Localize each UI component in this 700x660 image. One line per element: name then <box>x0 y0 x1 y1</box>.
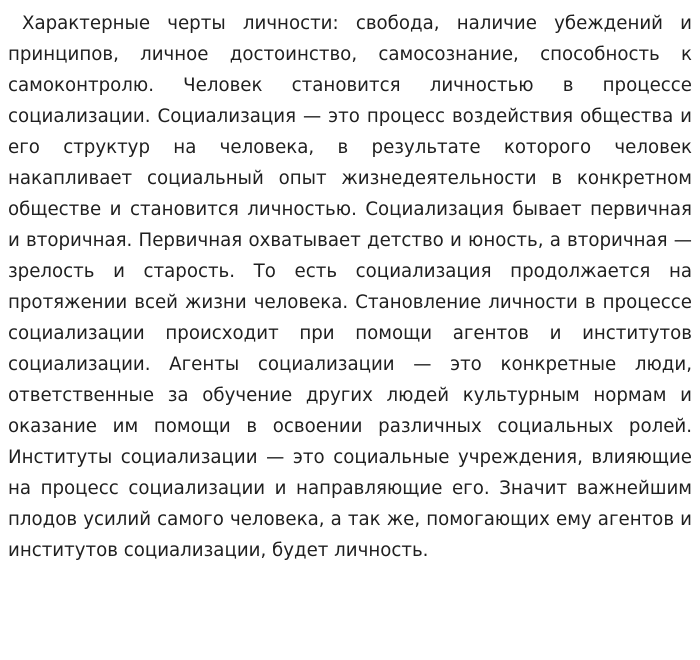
body-paragraph: Характерные черты личности: свобода, наличие убеждений и принципов, личное достоинство, самосознание, способность к самоконтролю. Человек становится личностью в процессе социализации. Социализация — это процесс воздействия общества и его структур на человека, в результате которого человек накапливает социальный опыт жизнедеятельности в конкретном обществе и становится личностью. Социализация бывает первичная и вторичная. Первичная охватывает детство и юность, а вторичная — зрелость и старость. То есть социализация продолжается на протяжении всей жизни человека. Становление личности в процессе социализации происходит при помощи агентов и институтов социализации. Агенты социализации — это конкретные люди, ответственные за обучение других людей культурным нормам и оказание им помощи в освоении различных социальных ролей. Институты социализации — это социальные учреждения, влияющие на процесс социализации и направляющие его. Значит важнейшим плодов усилий самого человека, а так же, помогающих ему агентов и институтов социализации, будет личность. <box>8 13 692 561</box>
